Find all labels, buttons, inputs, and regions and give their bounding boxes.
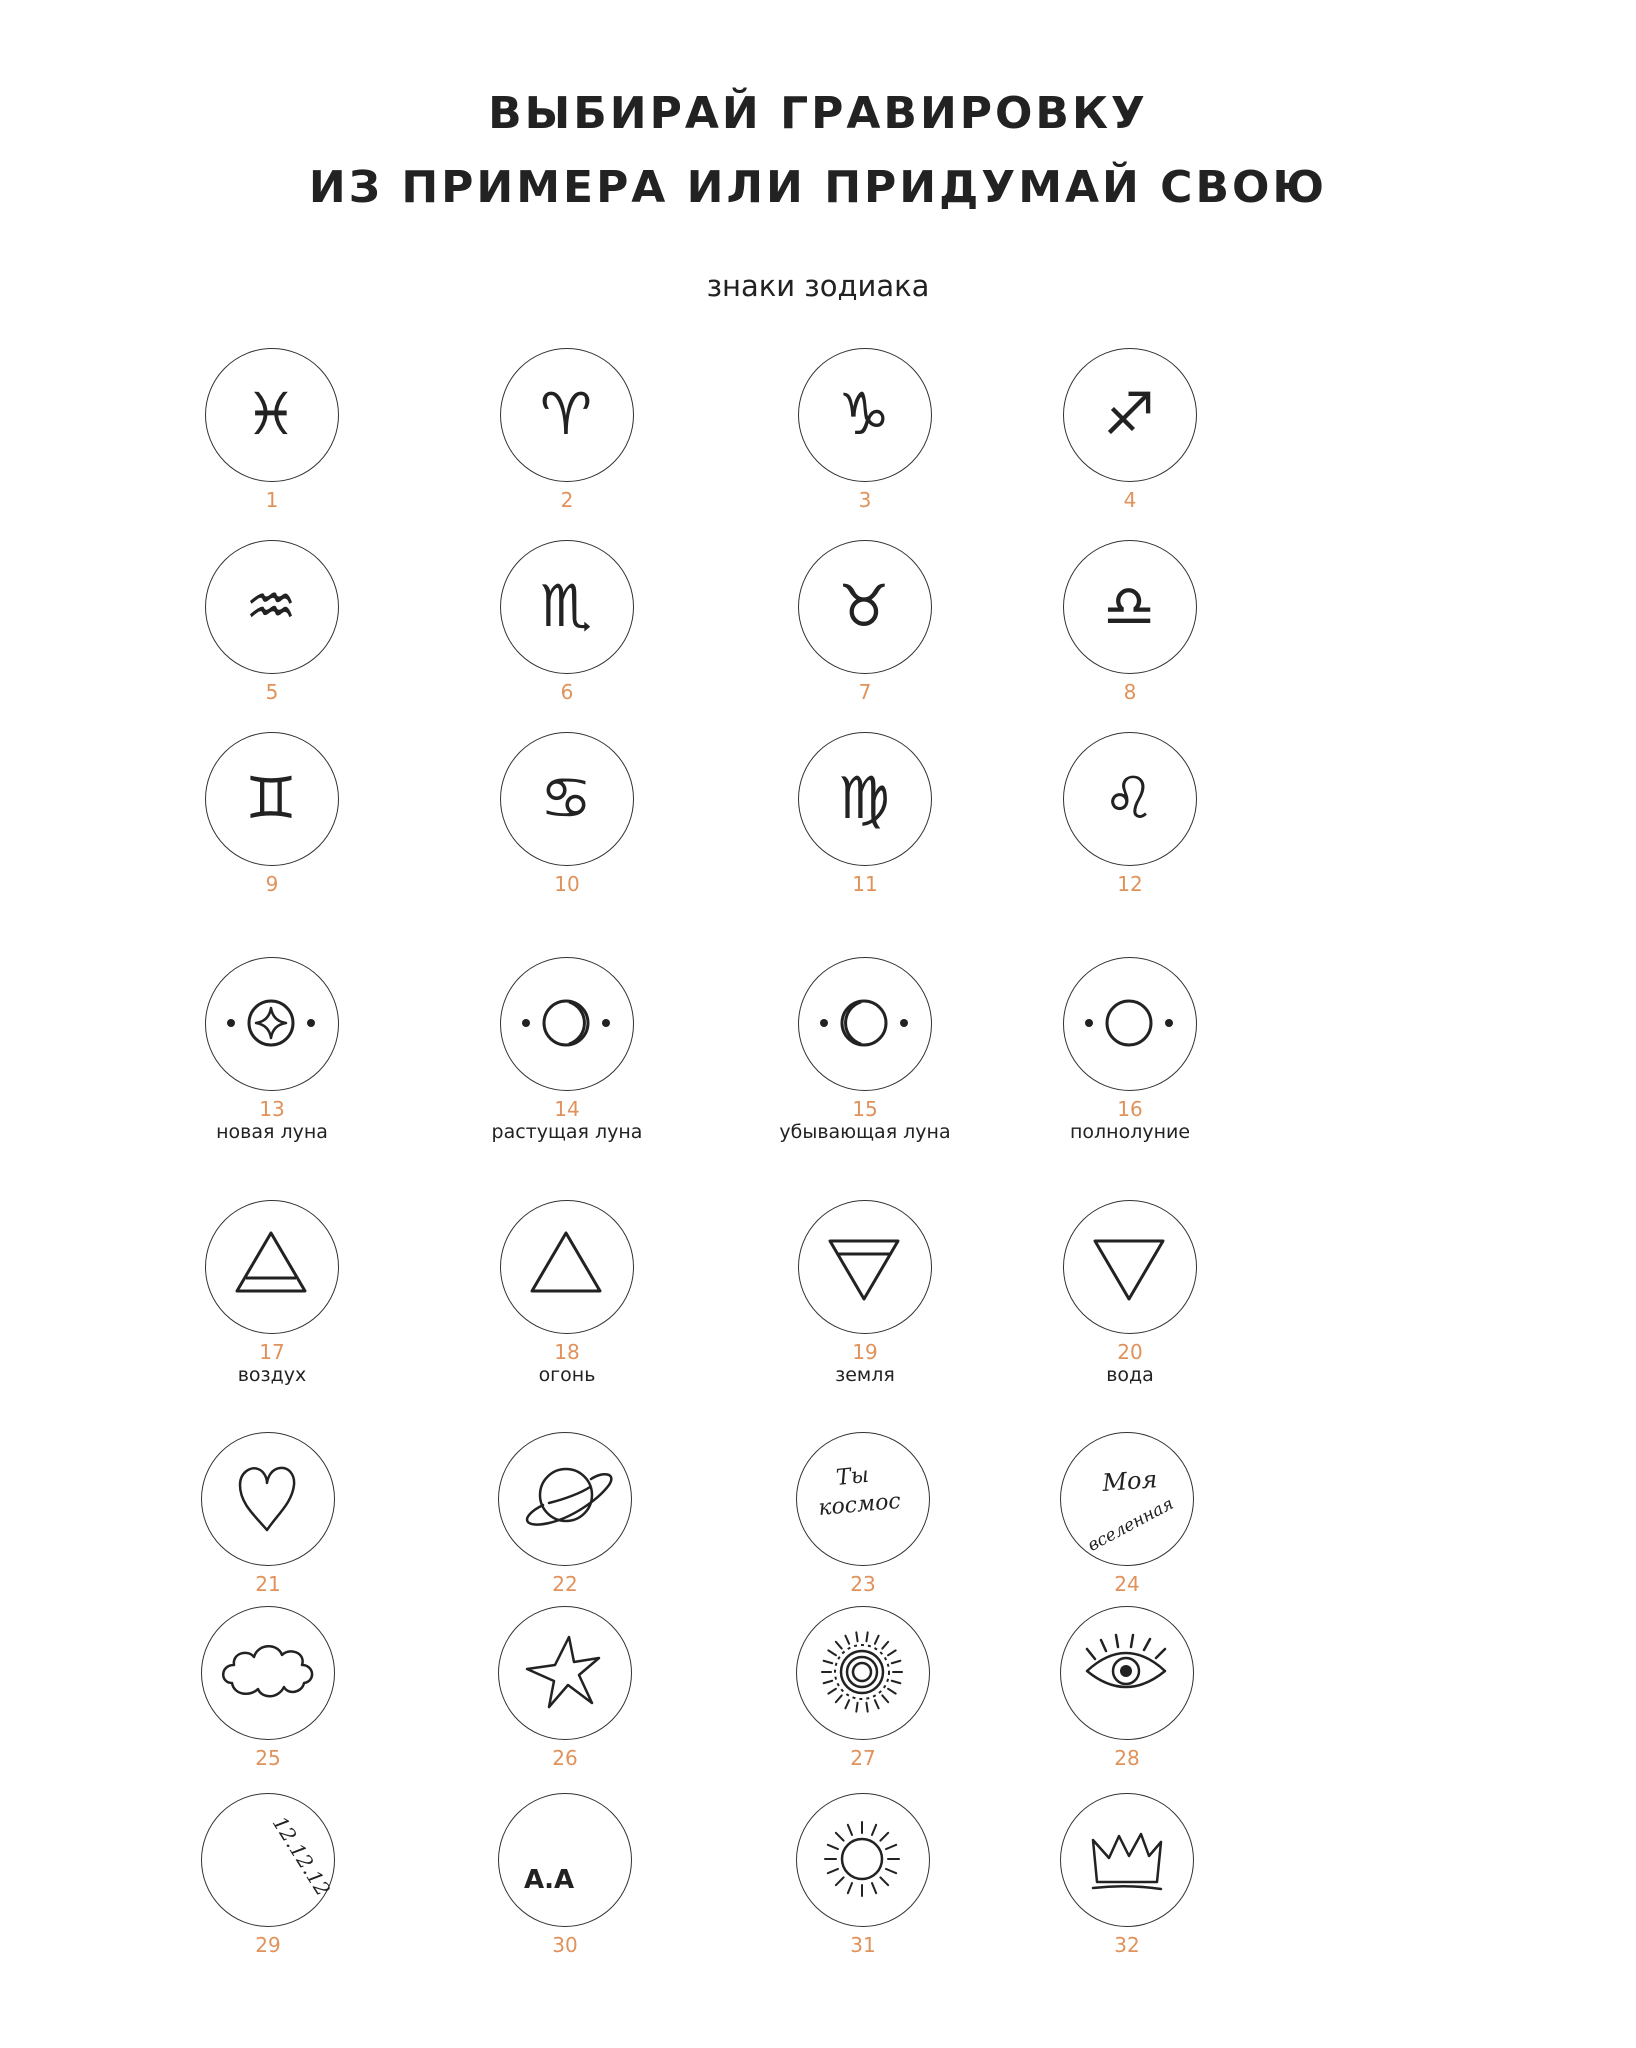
aries-icon xyxy=(501,349,632,480)
engraving-option[interactable] xyxy=(747,348,987,568)
virgo-icon xyxy=(799,733,930,864)
option-label: вода xyxy=(1106,1364,1154,1386)
engraving-circle xyxy=(498,1432,632,1566)
svg-text:♌: ♌ xyxy=(1103,764,1155,832)
engraving-option[interactable] xyxy=(154,540,394,760)
engraving-circle xyxy=(1063,732,1197,866)
engraving-circle xyxy=(796,1432,930,1566)
engraving-circle xyxy=(205,957,339,1091)
page-title-line-2: ИЗ ПРИМЕРА ИЛИ ПРИДУМАЙ СВОЮ xyxy=(308,162,1328,213)
svg-text:♏: ♏ xyxy=(540,572,592,640)
engraving-option[interactable] xyxy=(154,957,394,1177)
option-number: 11 xyxy=(852,872,878,896)
engraving-circle xyxy=(798,1200,932,1334)
engraving-text-line-2: вселенная xyxy=(1084,1493,1178,1556)
libra-icon xyxy=(1064,541,1195,672)
option-number: 27 xyxy=(850,1746,876,1770)
sagittarius-icon xyxy=(1064,349,1195,480)
option-number: 7 xyxy=(858,680,872,704)
engraving-option[interactable] xyxy=(1009,1793,1249,2013)
svg-text:♋: ♋ xyxy=(540,764,592,832)
engraving-circle xyxy=(201,1606,335,1740)
engraving-circle xyxy=(1063,1200,1197,1334)
text-engraving-icon xyxy=(1061,1433,1192,1564)
engraving-date-text: 12.12.12 xyxy=(267,1811,336,1901)
crown-icon xyxy=(1061,1794,1192,1925)
option-number: 17 xyxy=(259,1340,285,1364)
engraving-circle xyxy=(798,957,932,1091)
option-number: 29 xyxy=(255,1933,281,1957)
option-number: 24 xyxy=(1114,1572,1140,1596)
engraving-circle xyxy=(798,348,932,482)
svg-text:♑: ♑ xyxy=(838,380,890,448)
svg-text:♈: ♈ xyxy=(540,380,592,448)
option-number: 10 xyxy=(554,872,580,896)
earth-triangle-icon xyxy=(799,1201,930,1332)
engraving-circle xyxy=(798,540,932,674)
option-number: 13 xyxy=(259,1097,285,1121)
engraving-circle xyxy=(1063,540,1197,674)
pisces-icon xyxy=(206,349,337,480)
engraving-text-line-1: Ты xyxy=(835,1462,871,1491)
engraving-option[interactable] xyxy=(154,732,394,952)
waning-moon-icon xyxy=(799,958,930,1089)
option-number: 22 xyxy=(552,1572,578,1596)
engraving-option[interactable] xyxy=(1012,1200,1252,1420)
option-label: новая луна xyxy=(216,1121,328,1143)
engraving-circle xyxy=(1060,1432,1194,1566)
full-moon-icon xyxy=(1064,958,1195,1089)
engraving-initials-text: А.А xyxy=(524,1865,575,1895)
engraving-circle xyxy=(500,732,634,866)
cloud-icon xyxy=(202,1607,333,1738)
engraving-option[interactable] xyxy=(154,1200,394,1420)
option-number: 4 xyxy=(1123,488,1137,512)
svg-text:♒: ♒ xyxy=(245,572,297,640)
option-number: 20 xyxy=(1117,1340,1143,1364)
engraving-circle xyxy=(205,732,339,866)
engraving-circle xyxy=(201,1432,335,1566)
text-engraving-icon xyxy=(797,1433,928,1564)
engraving-option[interactable] xyxy=(1012,540,1252,760)
option-number: 19 xyxy=(852,1340,878,1364)
engraving-option[interactable] xyxy=(449,732,689,952)
option-number: 16 xyxy=(1117,1097,1143,1121)
option-number: 14 xyxy=(554,1097,580,1121)
option-number: 8 xyxy=(1123,680,1137,704)
engraving-option[interactable] xyxy=(1012,348,1252,568)
engraving-option[interactable] xyxy=(747,732,987,952)
engraving-option[interactable] xyxy=(447,1793,687,2013)
option-number: 12 xyxy=(1117,872,1143,896)
engraving-option[interactable] xyxy=(1012,957,1252,1177)
capricorn-icon xyxy=(799,349,930,480)
option-number: 30 xyxy=(552,1933,578,1957)
sun-rings-icon xyxy=(797,1607,928,1738)
taurus-icon xyxy=(799,541,930,672)
water-triangle-icon xyxy=(1064,1201,1195,1332)
air-triangle-icon xyxy=(206,1201,337,1332)
engraving-text-line-1: Моя xyxy=(1101,1465,1159,1497)
option-number: 5 xyxy=(265,680,279,704)
engraving-option[interactable] xyxy=(150,1793,390,2013)
cancer-icon xyxy=(501,733,632,864)
option-number: 6 xyxy=(560,680,574,704)
option-number: 32 xyxy=(1114,1933,1140,1957)
eye-icon xyxy=(1061,1607,1192,1738)
svg-text:♍: ♍ xyxy=(838,764,890,832)
engraving-circle xyxy=(500,957,634,1091)
engraving-text-line-2: космос xyxy=(817,1488,902,1521)
engraving-circle xyxy=(205,348,339,482)
section-title: знаки зодиака xyxy=(706,269,930,303)
option-number: 1 xyxy=(265,488,279,512)
engraving-option[interactable] xyxy=(747,957,987,1177)
heart-icon xyxy=(202,1433,333,1564)
initials-engraving-icon xyxy=(499,1794,630,1925)
engraving-option[interactable] xyxy=(747,1200,987,1420)
engraving-circle xyxy=(796,1606,930,1740)
option-label: полнолуние xyxy=(1069,1121,1191,1143)
gemini-icon xyxy=(206,733,337,864)
engraving-option[interactable] xyxy=(449,348,689,568)
option-label: земля xyxy=(835,1364,895,1386)
engraving-circle xyxy=(498,1606,632,1740)
engraving-circle xyxy=(1060,1606,1194,1740)
engraving-option[interactable] xyxy=(745,1793,985,2013)
fire-triangle-icon xyxy=(501,1201,632,1332)
engraving-circle xyxy=(500,540,634,674)
engraving-option[interactable] xyxy=(449,957,689,1177)
svg-text:♉: ♉ xyxy=(838,572,890,640)
svg-text:♐: ♐ xyxy=(1103,380,1155,448)
option-number: 25 xyxy=(255,1746,281,1770)
engraving-circle xyxy=(498,1793,632,1927)
leo-icon xyxy=(1064,733,1195,864)
engraving-option[interactable] xyxy=(449,1200,689,1420)
engraving-circle xyxy=(798,732,932,866)
date-engraving-icon xyxy=(202,1794,336,1925)
svg-text:♓: ♓ xyxy=(245,380,297,448)
option-label: воздух xyxy=(237,1364,307,1386)
engraving-circle xyxy=(1063,957,1197,1091)
engraving-circle xyxy=(205,1200,339,1334)
option-label: огонь xyxy=(538,1364,596,1386)
engraving-circle xyxy=(1063,348,1197,482)
page-title-line-1: ВЫБИРАЙ ГРАВИРОВКУ xyxy=(488,88,1148,139)
engraving-circle xyxy=(500,1200,634,1334)
engraving-option[interactable] xyxy=(154,348,394,568)
planet-icon xyxy=(499,1433,630,1564)
option-number: 28 xyxy=(1114,1746,1140,1770)
option-number: 3 xyxy=(858,488,872,512)
svg-text:♎: ♎ xyxy=(1103,572,1155,640)
engraving-option[interactable] xyxy=(1012,732,1252,952)
option-number: 31 xyxy=(850,1933,876,1957)
option-number: 9 xyxy=(265,872,279,896)
option-number: 18 xyxy=(554,1340,580,1364)
aquarius-icon xyxy=(206,541,337,672)
svg-text:♊: ♊ xyxy=(245,764,297,832)
engraving-circle xyxy=(500,348,634,482)
engraving-circle xyxy=(201,1793,335,1927)
star-icon xyxy=(499,1607,630,1738)
engraving-circle xyxy=(1060,1793,1194,1927)
engraving-option[interactable] xyxy=(449,540,689,760)
option-label: растущая луна xyxy=(491,1121,643,1143)
option-number: 23 xyxy=(850,1572,876,1596)
option-number: 15 xyxy=(852,1097,878,1121)
scorpio-icon xyxy=(501,541,632,672)
waxing-moon-icon xyxy=(501,958,632,1089)
option-number: 21 xyxy=(255,1572,281,1596)
option-number: 2 xyxy=(560,488,574,512)
engraving-circle xyxy=(205,540,339,674)
sun-icon xyxy=(797,1794,928,1925)
new-moon-icon xyxy=(206,958,337,1089)
option-number: 26 xyxy=(552,1746,578,1770)
engraving-option[interactable] xyxy=(747,540,987,760)
engraving-circle xyxy=(796,1793,930,1927)
option-label: убывающая луна xyxy=(779,1121,951,1143)
